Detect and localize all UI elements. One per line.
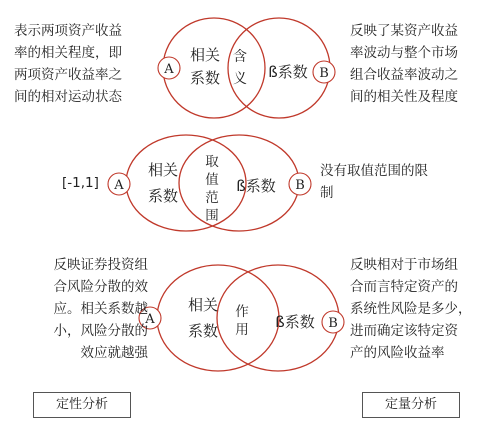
panel-1-left-note: 表示两项资产收益 率的相关程度，即 两项资产收益率之 间的相对运动状态: [14, 23, 122, 105]
left-circle-text-2: 系数: [189, 69, 221, 87]
right-circle-text: ß系数: [236, 177, 276, 195]
left-circle: [157, 265, 279, 371]
panel-function: [139, 265, 344, 371]
overlap-text-3: 范: [205, 190, 219, 206]
overlap-text-1: 取: [205, 154, 219, 170]
right-circle-text: ß系数: [268, 63, 308, 81]
panel-2-right-note: 没有取值范围的限 制: [320, 163, 428, 201]
left-circle-text-1: 相关: [147, 161, 179, 179]
qualitative-analysis-box: 定性分析: [33, 392, 131, 418]
overlap-text-2: 用: [235, 322, 249, 338]
panel-meaning: [158, 18, 335, 118]
panel-2-left-note: [-1,1]: [62, 175, 99, 191]
overlap-text-1: 含: [233, 49, 247, 65]
panel-value-range: [108, 135, 311, 231]
left-circle-text-2: 系数: [147, 187, 179, 205]
overlap-text-2: 值: [205, 172, 219, 188]
circle-a-label: A: [164, 62, 174, 77]
left-circle: [126, 135, 246, 231]
panel-1-right-note: 反映了某资产收益 率波动与整个市场 组合收益率波动之 间的相关性及程度: [350, 23, 458, 105]
circle-b-label: B: [328, 316, 338, 331]
circle-a-label: A: [145, 312, 155, 327]
circle-b-label: B: [319, 66, 329, 81]
overlap-text-2: 义: [233, 71, 247, 87]
right-circle-text: ß系数: [275, 313, 315, 331]
overlap-text-1: 作: [235, 304, 249, 320]
left-circle-text-1: 相关: [187, 296, 219, 314]
panel-3-left-note: 反映证券投资组 合风险分散的效 应。相关系数越 小，风险分散的 效应就越强: [53, 257, 148, 361]
circle-a-label: A: [114, 178, 124, 193]
quantitative-analysis-box: 定量分析: [362, 392, 460, 418]
left-circle-text-2: 系数: [187, 322, 219, 340]
overlap-text-4: 围: [205, 208, 219, 224]
panel-3-right-note: 反映相对于市场组 合而言特定资产的 系统性风险是多少， 进而确定该特定资 产的风险收益率: [350, 257, 472, 361]
left-circle-text-1: 相关: [189, 46, 221, 64]
circle-b-label: B: [295, 178, 305, 193]
